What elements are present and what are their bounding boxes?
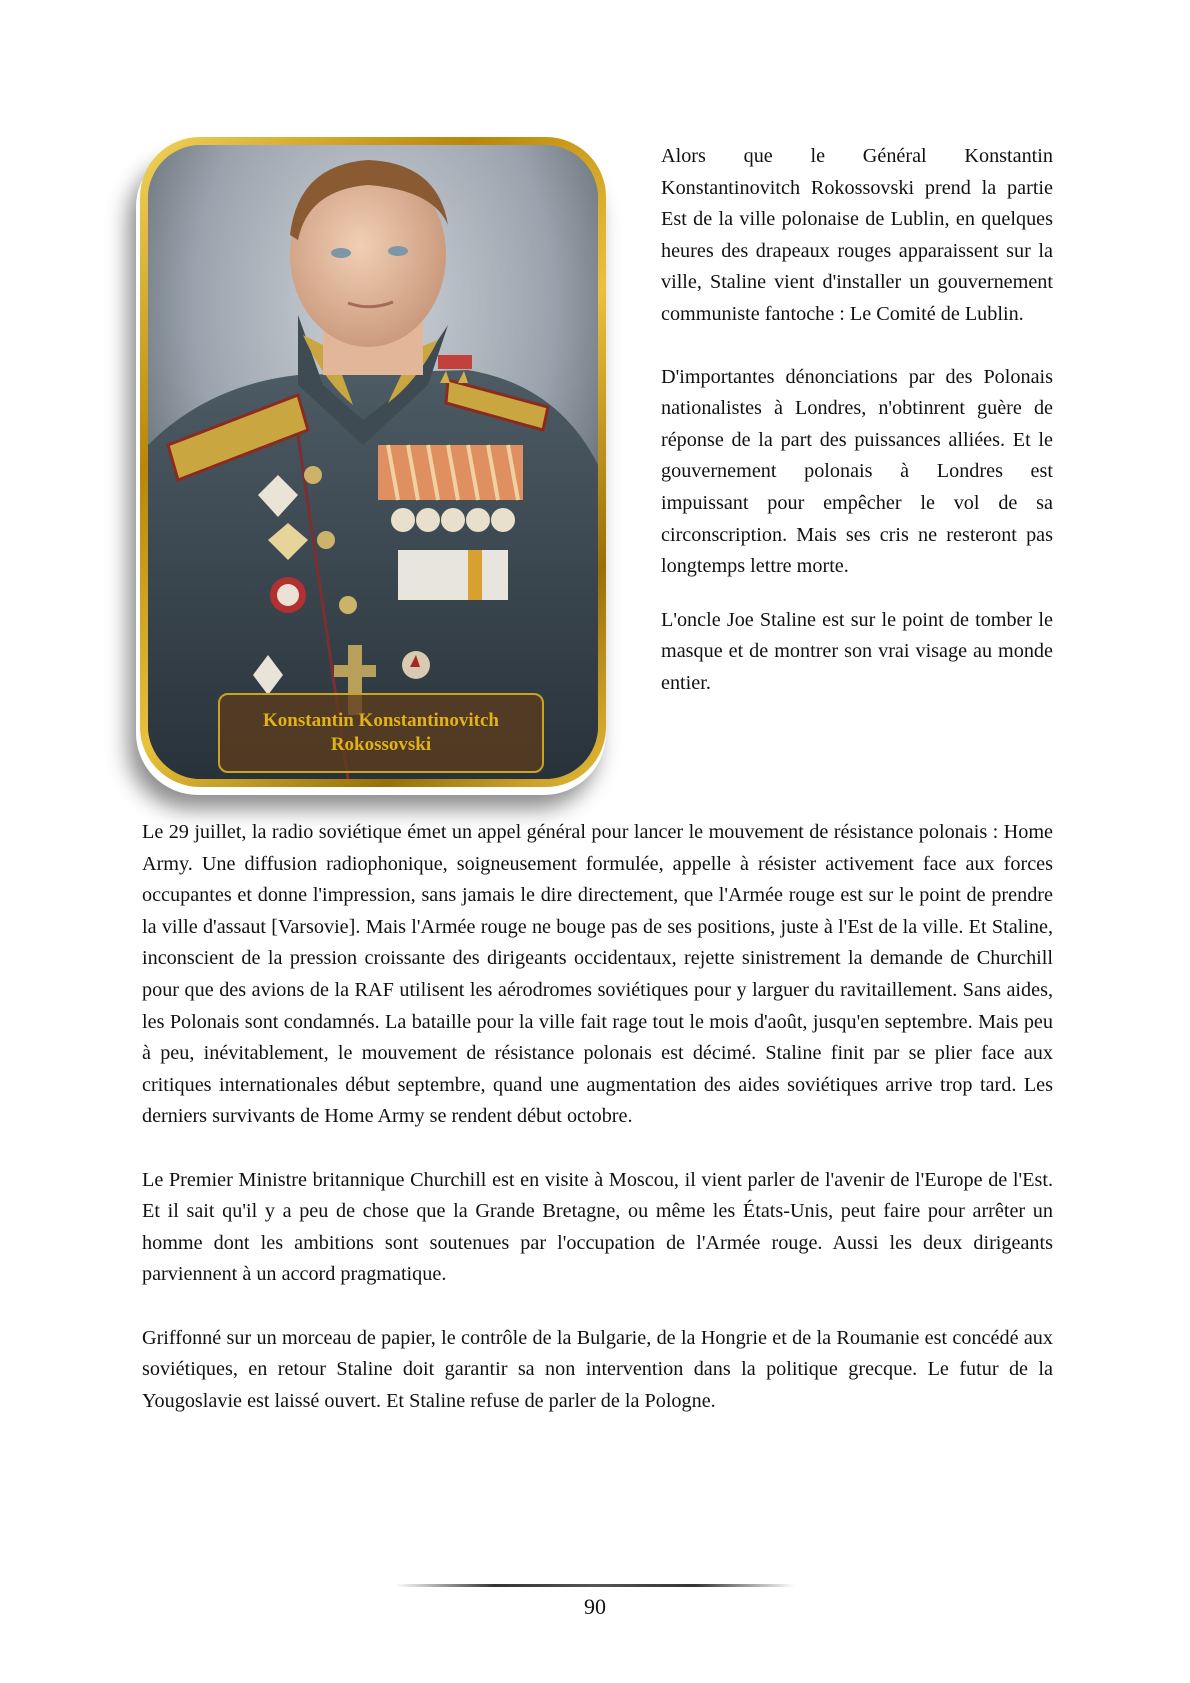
main-body-text [142, 817, 1053, 1417]
side-paragraph-3: L'oncle Joe Staline est sur le point de tomber le masque et de montrer son vrai visage au monde entier. [661, 608, 1053, 694]
footer-divider [395, 1584, 795, 1587]
portrait-caption [218, 693, 544, 773]
caption-name-line1: Konstantin Konstantinovitch [263, 710, 499, 731]
side-column-text [661, 141, 1053, 700]
body-paragraph-3: Griffonné sur un morceau de papier, le contrôle de la Bulgarie, de la Hongrie et de la Roumanie est concédé aux soviétiques, en retour Staline doit garantir sa non intervention dans la politique grecque. Le futur de la Yougoslavie est laissé ouvert. Et Staline refuse de parler de la Pologne. [142, 1326, 1053, 1412]
portrait-photo [148, 145, 598, 779]
body-paragraph-2: Le Premier Ministre britannique Churchill est en visite à Moscou, il vient parler de l'avenir de l'Europe de l'Est. Et il sait qu'il y a peu de chose que la Grande Bretagne, ou même les États-Unis, peut faire pour arrêter un homme dont les ambitions sont soutenues par l'occupation de l'Armée rouge. Aussi les deux dirigeants parviennent à un accord pragmatique. [142, 1168, 1053, 1286]
page-number: 90 [584, 1594, 606, 1619]
portrait-illustration [148, 145, 598, 779]
side-paragraph-2: D'importantes dénonciations par des Polonais nationalistes à Londres, n'obtinrent guère de réponse de la part des puissances alliées. Et le gouvernement polonais à Londres est impuissant pour empêcher le vol de sa circonscription. Mais ses cris ne resteront pas longtemps lettre morte. [661, 365, 1053, 578]
portrait-figure [140, 137, 606, 787]
side-paragraph-1: Alors que le Général Konstantin Konstantinovitch Rokossovski prend la partie Est de la ville polonaise de Lublin, en quelques heures des drapeaux rouges apparaissent sur la ville, Staline vient d'installer un gouvernement communiste fantoche : Le Comité de Lublin. [661, 145, 1053, 325]
body-paragraph-1: Le 29 juillet, la radio soviétique émet un appel général pour lancer le mouvement de résistance polonais : Home Army. Une diffusion radiophonique, soigneusement formulée, appelle à résister activement face aux forces occupantes et donne l'impression, sans jamais le dire directement, que l'Armée rouge est sur le point de prendre la ville d'assaut [Varsovie]. Mais l'Armée rouge ne bouge pas de ses positions, juste à l'Est de la ville. Et Staline, inconscient de la pression croissante des dirigeants occidentaux, rejette sinistrement la demande de Churchill pour que des avions de la RAF utilisent les aérodromes soviétiques pour y larguer du ravitaillement. Sans aides, les Polonais sont condamnés. La bataille pour la ville fait rage tout le mois d'août, jusqu'en septembre. Mais peu à peu, inévitablement, le mouvement de résistance polonais est décimé. Staline finit par se plier face aux critiques internationales début septembre, quand une augmentation des aides soviétiques arrive trop tard. Les derniers survivants de Home Army se rendent début octobre. [142, 821, 1053, 1128]
portrait-gold-frame [140, 137, 606, 787]
caption-name-line2: Rokossovski [330, 734, 432, 755]
